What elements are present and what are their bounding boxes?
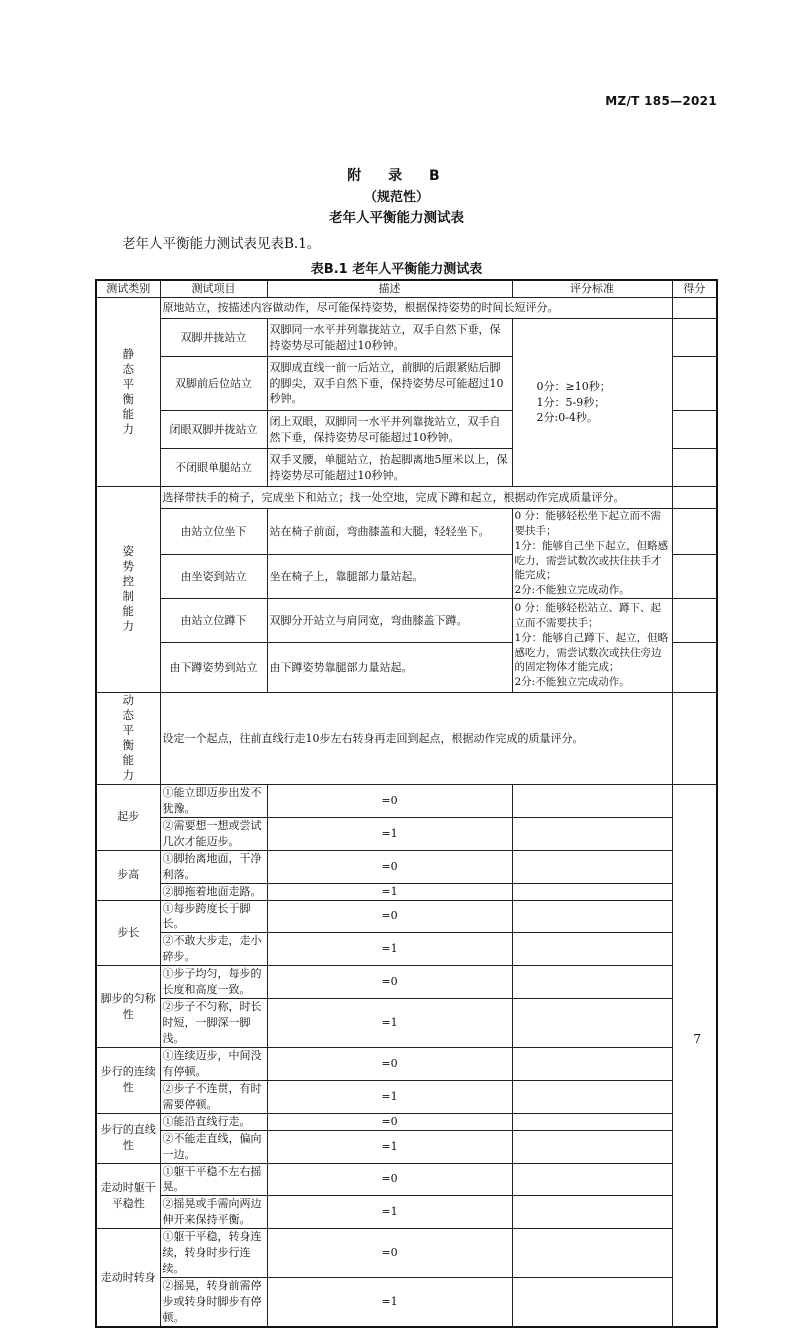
header-cell: 测试项目 [160, 280, 267, 298]
table-row [96, 1196, 717, 1229]
description-cell: ①能沿直线行走。 [160, 1113, 267, 1130]
header-cell: 描述 [267, 280, 512, 298]
category-cell [96, 298, 160, 487]
header-cell: 评分标准 [512, 280, 672, 298]
category-dynamic-label: 动态平衡能力 [122, 693, 134, 782]
score-cell [672, 599, 717, 643]
description-cell: ①躯干平稳不左右摇晃。 [160, 1163, 267, 1196]
table-row [96, 599, 717, 643]
test-item-cell: 不闭眼单腿站立 [160, 449, 267, 487]
score-cell [672, 487, 717, 509]
balance-test-table [95, 279, 718, 1328]
table-row [96, 1130, 717, 1163]
table-row [96, 850, 717, 883]
description-cell: 双手叉腰，单腿站立，抬起脚离地5厘米以上，保持姿势尽可能超过10秒钟。 [267, 449, 512, 487]
description-cell: ①连续迈步，中间没有停顿。 [160, 1047, 267, 1080]
description-cell: ②步子不匀称，时长时短，一脚深一脚浅。 [160, 999, 267, 1048]
table-row [96, 933, 717, 966]
description-cell: 闭上双眼，双脚同一水平并列靠拢站立，双手自然下垂，保持姿势尽可能超过10秒钟。 [267, 411, 512, 449]
score-cell [672, 643, 717, 693]
description-cell: ②不敢大步走，走小碎步。 [160, 933, 267, 966]
category-static-label: 静态平衡能力 [122, 346, 134, 436]
instruction-cell: 设定一个起点，往前直线行走10步左右转身再走回到起点，根据动作完成的质量评分。 [160, 693, 672, 785]
test-item-cell: 步行的直线性 [96, 1113, 160, 1163]
description-cell: 双脚成直线一前一后站立，前脚的后跟紧贴后脚的脚尖，双手自然下垂，保持姿势尽可能超过10秒钟。 [267, 357, 512, 411]
test-item-cell: 闭眼双脚并拢站立 [160, 411, 267, 449]
criteria-cell: =0 [267, 784, 512, 817]
score-cell [512, 1130, 672, 1163]
criteria-cell: =1 [267, 999, 512, 1048]
criteria-cell: =0 [267, 900, 512, 933]
criteria-cell: =1 [267, 933, 512, 966]
score-cell [672, 319, 717, 357]
score-cell [672, 357, 717, 411]
table-caption: 表B.1 老年人平衡能力测试表 [310, 262, 483, 277]
table-row [96, 966, 717, 999]
score-cell [672, 449, 717, 487]
score-cell [512, 1080, 672, 1113]
table-row [96, 1163, 717, 1196]
header-cell: 得分 [672, 280, 717, 298]
test-item-cell: 由坐姿到站立 [160, 555, 267, 599]
criteria-cell: =1 [267, 1130, 512, 1163]
description-cell: 双脚分开站立与肩同宽，弯曲膝盖下蹲。 [267, 599, 512, 643]
criteria-cell: 0 分：能够轻松站立、蹲下、起立而不需要扶手； 1分：能够自己蹲下、起立，但略感吃力，需尝试数次或扶住旁边的固定物体才能完成； 2分:不能独立完成动作。 [512, 599, 672, 693]
test-item-cell: 走动时躯干平稳性 [96, 1163, 160, 1229]
description-cell: ①能立即迈步出发不犹豫。 [160, 784, 267, 817]
appendix-title: 附 录 B [347, 168, 446, 184]
score-cell [512, 966, 672, 999]
score-cell [512, 1196, 672, 1229]
description-cell: ②需要想一想或尝试几次才能迈步。 [160, 817, 267, 850]
description-cell: ②脚拖着地面走路。 [160, 883, 267, 900]
score-cell [512, 999, 672, 1048]
test-item-cell: 由站立位蹲下 [160, 599, 267, 643]
table-row [96, 298, 717, 319]
score-cell [672, 298, 717, 319]
table-row [96, 883, 717, 900]
description-cell: 双脚同一水平并列靠拢站立，双手自然下垂，保持姿势尽可能超过10秒钟。 [267, 319, 512, 357]
test-item-cell: 由下蹲姿势到站立 [160, 643, 267, 693]
test-item-cell: 步行的连续性 [96, 1047, 160, 1113]
table-row [96, 784, 717, 817]
description-cell: 坐在椅子上，靠腿部力量站起。 [267, 555, 512, 599]
criteria-cell: =1 [267, 1278, 512, 1327]
category-posture-label: 姿势控制能力 [122, 544, 134, 634]
score-cell [672, 411, 717, 449]
table-row [96, 900, 717, 933]
score-cell [672, 555, 717, 599]
score-cell [512, 1278, 672, 1327]
description-cell: ②步子不连贯，有时需要停顿。 [160, 1080, 267, 1113]
table-row [96, 817, 717, 850]
description-cell: ①步子均匀，每步的长度和高度一致。 [160, 966, 267, 999]
score-cell [512, 933, 672, 966]
table-row [96, 1080, 717, 1113]
instruction-cell: 原地站立，按描述内容做动作，尽可能保持姿势，根据保持姿势的时间长短评分。 [160, 298, 672, 319]
score-cell [672, 693, 717, 785]
description-cell: ②不能走直线，偏向一边。 [160, 1130, 267, 1163]
intro-paragraph: 老年人平衡能力测试表见表B.1。 [122, 236, 321, 252]
test-item-cell: 双脚前后位站立 [160, 357, 267, 411]
criteria-cell: =0 [267, 1047, 512, 1080]
criteria-cell: =0 [267, 1229, 512, 1278]
criteria-cell: 0 分：能够轻松坐下起立而不需要扶手； 1分：能够自己坐下起立，但略感吃力，需尝试数次或扶住扶手才能完成； 2分:不能独立完成动作。 [512, 509, 672, 599]
criteria-cell: =0 [267, 966, 512, 999]
score-cell [512, 883, 672, 900]
description-cell: ②摇晃或手需向两边伸开来保持平衡。 [160, 1196, 267, 1229]
score-cell [512, 900, 672, 933]
criteria-cell: =1 [267, 817, 512, 850]
table-row [96, 487, 717, 509]
description-cell: ①躯干平稳，转身连续，转身时步行连续。 [160, 1229, 267, 1278]
table-row [96, 1278, 717, 1327]
score-cell [512, 1229, 672, 1278]
header-cell: 测试类别 [96, 280, 160, 298]
category-cell [96, 487, 160, 693]
test-item-cell: 起步 [96, 784, 160, 850]
criteria-cell: =1 [267, 883, 512, 900]
table-row [96, 319, 717, 357]
table-row [96, 1229, 717, 1278]
description-cell: ①每步跨度长于脚长。 [160, 900, 267, 933]
criteria-cell: =0 [267, 850, 512, 883]
table-row [96, 509, 717, 555]
test-item-cell: 步长 [96, 900, 160, 966]
instruction-cell: 选择带扶手的椅子，完成坐下和站立；找一处空地，完成下蹲和起立，根据动作完成质量评分。 [160, 487, 672, 509]
description-cell: 站在椅子前面，弯曲膝盖和大腿，轻轻坐下。 [267, 509, 512, 555]
table-row [96, 1047, 717, 1080]
appendix-name: 老年人平衡能力测试表 [329, 210, 464, 226]
table-header-row [96, 280, 717, 298]
score-cell [672, 509, 717, 555]
test-item-cell: 双脚并拢站立 [160, 319, 267, 357]
table-row [96, 693, 717, 785]
score-cell [512, 817, 672, 850]
table-row [96, 999, 717, 1048]
criteria-cell: =1 [267, 1196, 512, 1229]
score-cell [512, 784, 672, 817]
description-cell: ②摇晃，转身前需停步或转身时脚步有停顿。 [160, 1278, 267, 1327]
criteria-cell: =0 [267, 1113, 512, 1130]
category-cell [96, 693, 160, 785]
criteria-cell: =1 [267, 1080, 512, 1113]
description-cell: ①脚抬离地面，干净利落。 [160, 850, 267, 883]
page-number: 7 [693, 1032, 701, 1046]
criteria-cell: =0 [267, 1163, 512, 1196]
standard-code: MZ/T 185—2021 [605, 94, 717, 108]
score-cell [512, 1047, 672, 1080]
description-cell: 由下蹲姿势靠腿部力量站起。 [267, 643, 512, 693]
test-item-cell: 步高 [96, 850, 160, 900]
score-cell [512, 850, 672, 883]
test-item-cell: 由站立位坐下 [160, 509, 267, 555]
criteria-cell: 0分：≥10秒； 1分：5-9秒； 2分:0-4秒。 [512, 319, 672, 487]
test-item-cell: 脚步的匀称性 [96, 966, 160, 1048]
score-cell [512, 1163, 672, 1196]
test-item-cell: 走动时转身 [96, 1229, 160, 1327]
appendix-type: （规范性） [363, 190, 429, 205]
